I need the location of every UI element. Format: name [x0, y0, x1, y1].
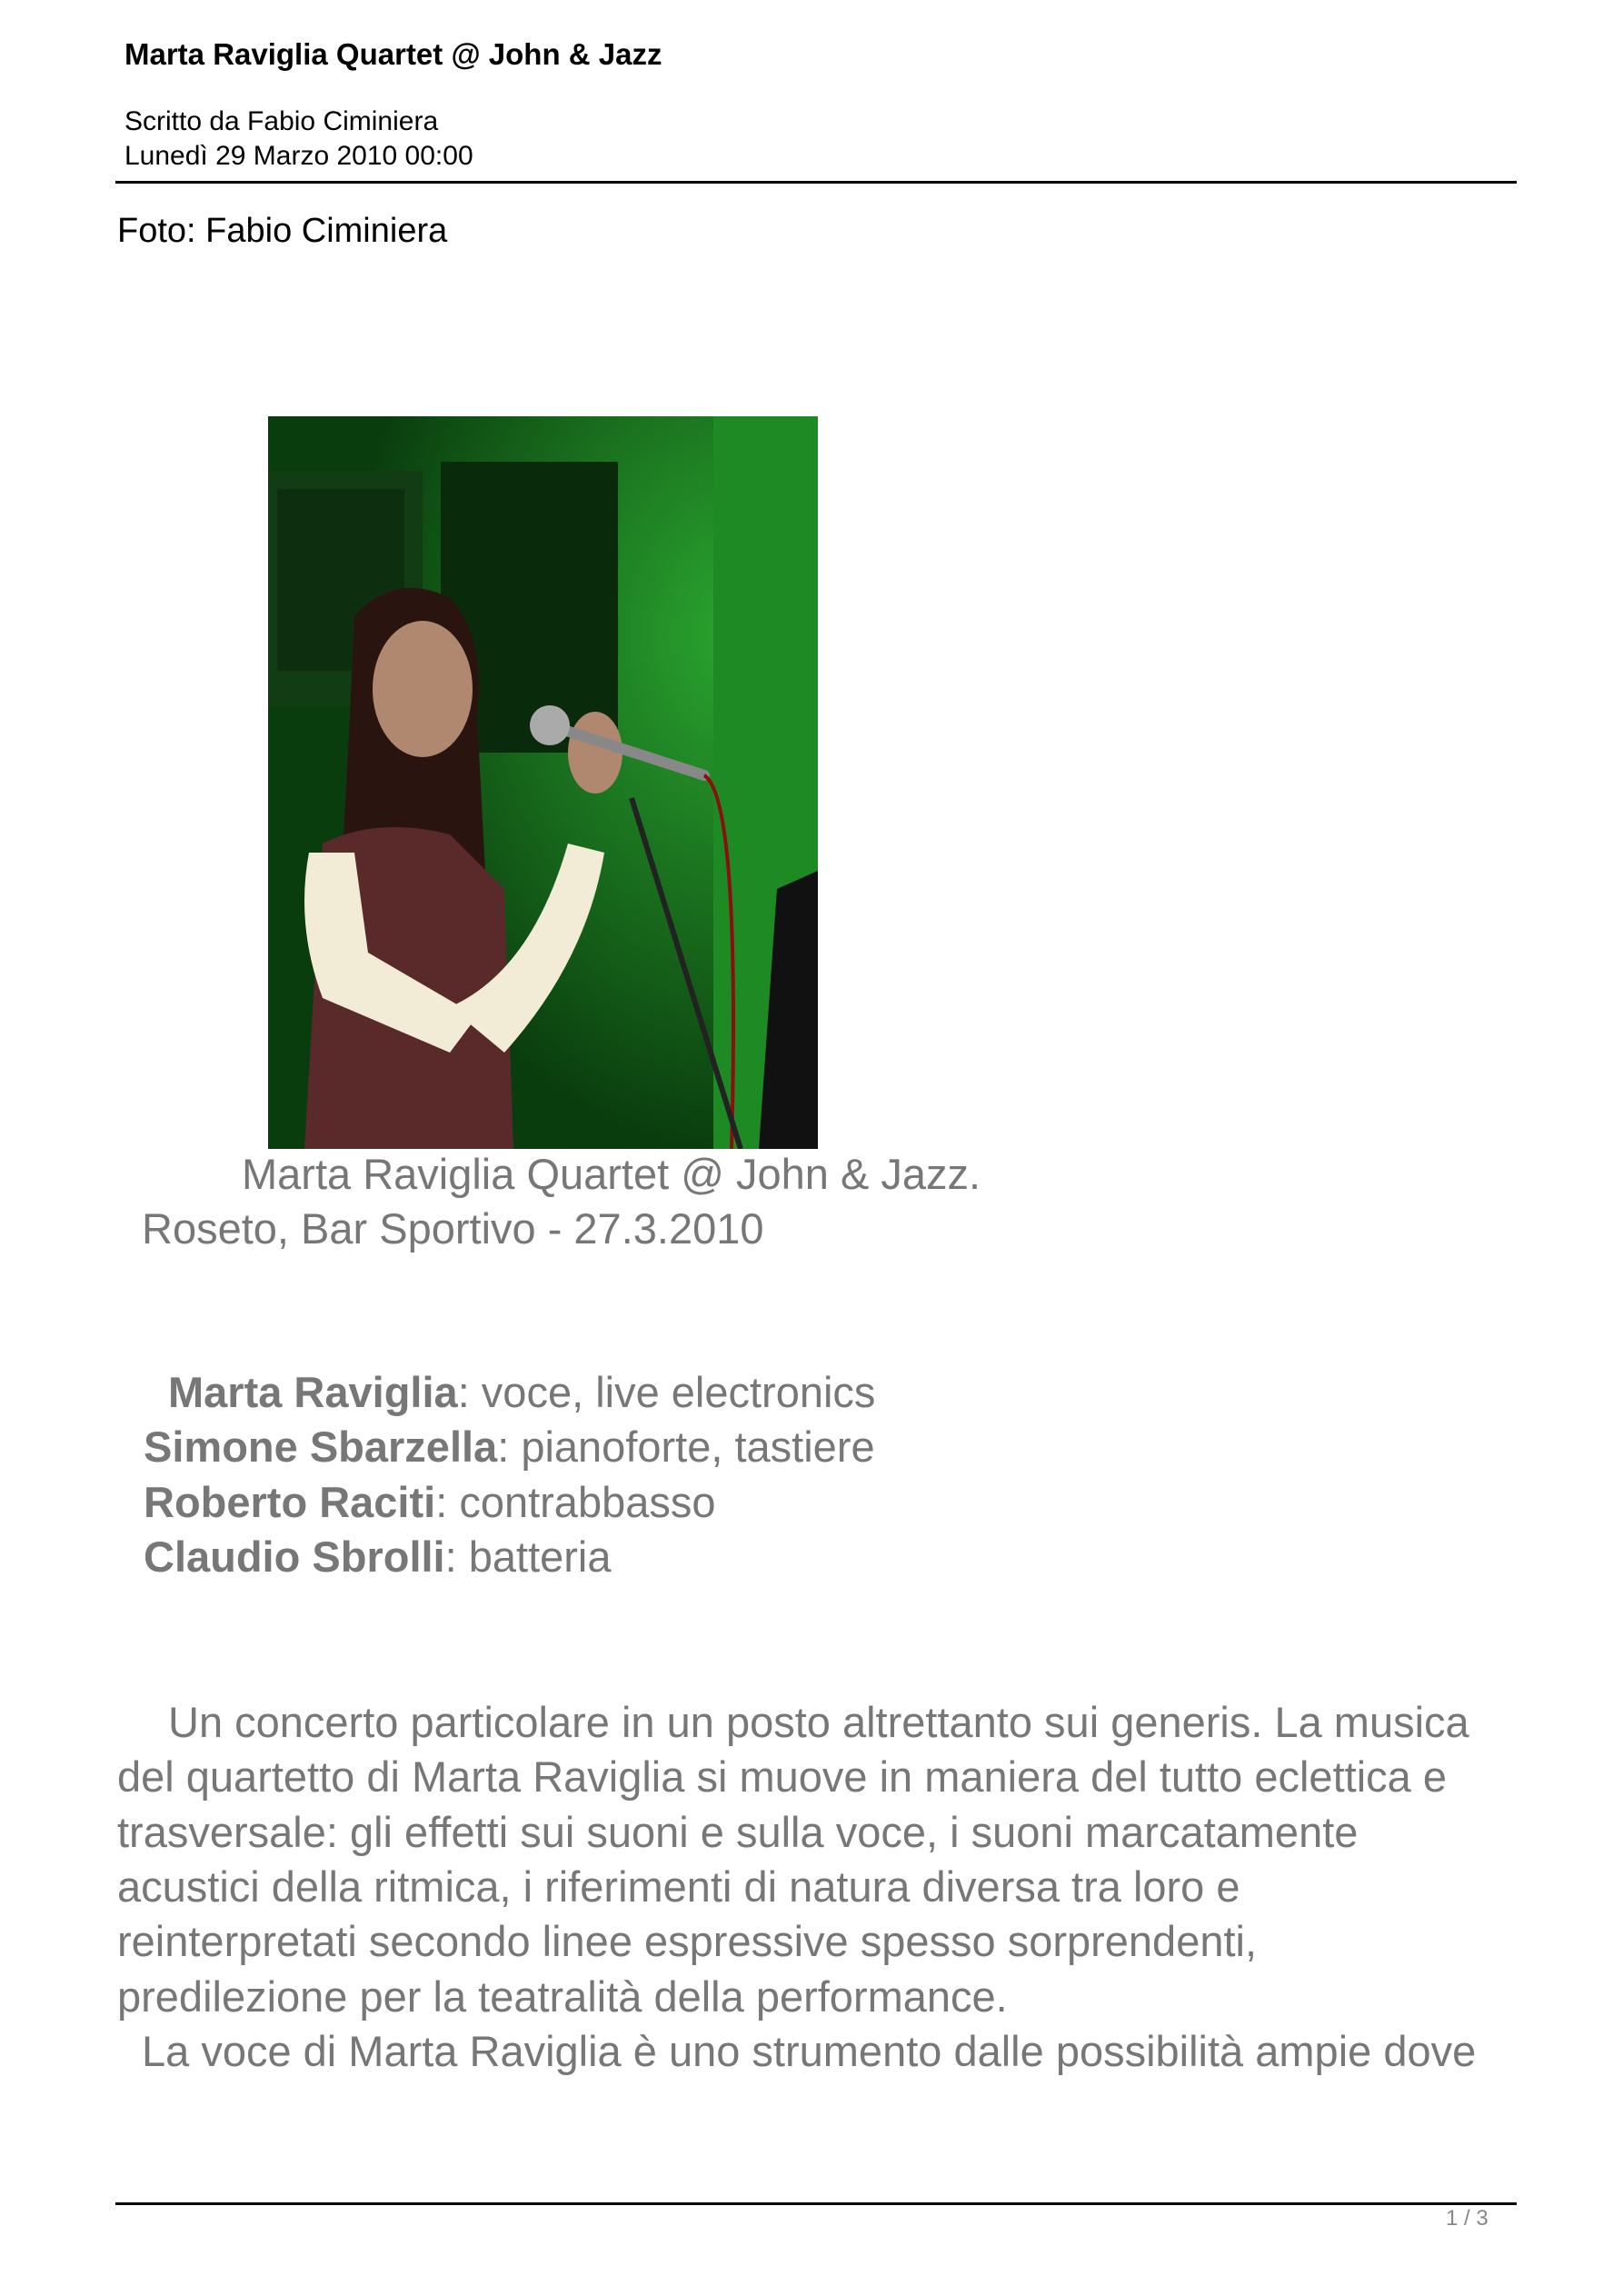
body-text-line: Un concerto particolare in un posto altrettanto sui generis. La musica [168, 1698, 1469, 1746]
lineup-member [144, 1530, 612, 1584]
body-text-line: La voce di Marta Raviglia è uno strumento dalle possibilità ampie dove [142, 2027, 1477, 2075]
photo-hand [568, 712, 622, 794]
member-role: : contrabbasso [435, 1478, 716, 1526]
member-role: : pianoforte, tastiere [497, 1423, 875, 1471]
author-line: Scritto da Fabio Ciminiera [124, 106, 439, 136]
member-name: Marta Raviglia [168, 1368, 458, 1416]
footer-divider [115, 2202, 1517, 2205]
body-text-line: reinterpretati secondo linee espressive spesso sorprendenti, [117, 1917, 1258, 1965]
header-divider [115, 181, 1517, 184]
photo-credit: Foto: Fabio Ciminiera [117, 212, 448, 250]
member-role: : voce, live electronics [457, 1368, 876, 1416]
body-text-line: trasversale: gli effetti sui suoni e sulla voce, i suoni marcatamente [117, 1808, 1359, 1856]
concert-photo [268, 416, 818, 1149]
member-name: Simone Sbarzella [144, 1423, 498, 1471]
document-title: Marta Raviglia Quartet @ John & Jazz [124, 37, 662, 71]
date-line: Lunedì 29 Marzo 2010 00:00 [124, 141, 473, 171]
member-name: Claudio Sbrolli [144, 1532, 445, 1581]
lineup-member [144, 1420, 875, 1474]
body-text-line: acustici della ritmica, i riferimenti di natura diversa tra loro e [117, 1862, 1240, 1911]
photo-caption-line-1: Marta Raviglia Quartet @ John & Jazz. [242, 1150, 981, 1198]
lineup-member [168, 1365, 875, 1420]
photo-face [373, 621, 473, 757]
photo-caption-line-2: Roseto, Bar Sportivo - 27.3.2010 [142, 1204, 764, 1253]
member-role: : batteria [444, 1532, 612, 1581]
lineup-member [144, 1475, 716, 1530]
body-text-line: predilezione per la teatralità della performance. [117, 1972, 1008, 2021]
member-name: Roberto Raciti [144, 1478, 436, 1526]
body-text-line: del quartetto di Marta Raviglia si muove in maniera del tutto eclettica e [117, 1752, 1447, 1801]
photo-mic-head [530, 705, 570, 745]
page-number: 1 / 3 [1446, 2206, 1489, 2231]
